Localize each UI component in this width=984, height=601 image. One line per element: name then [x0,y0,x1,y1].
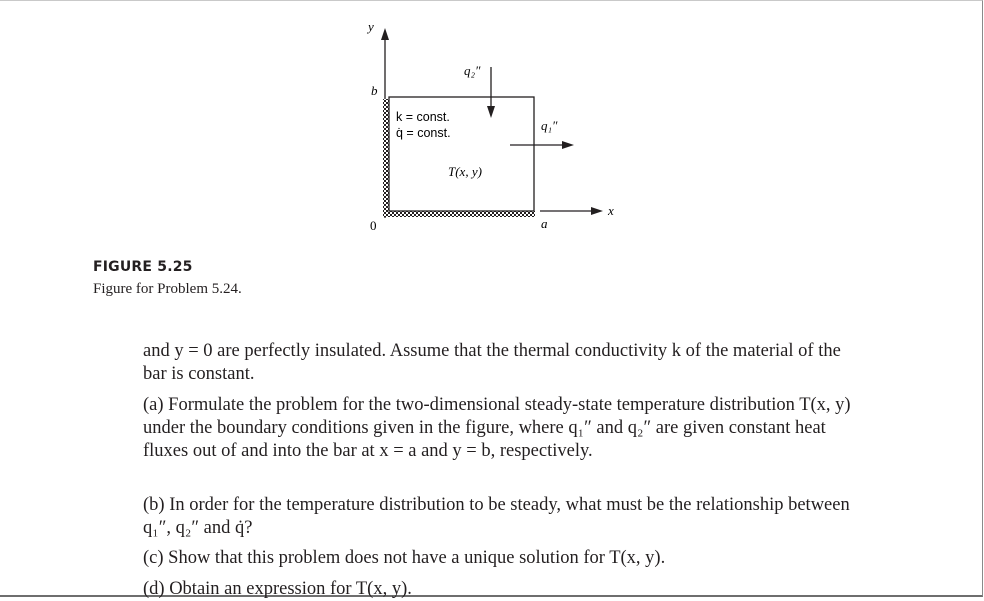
label-origin: 0 [370,218,377,233]
figure-diagram [0,0,984,300]
y-axis-arrowhead [381,28,389,40]
temperature-label: T(x, y) [448,164,482,179]
k-const-label: k = const. [396,110,450,124]
insulation-bottom [383,211,535,217]
figure-caption: Figure for Problem 5.24. [93,281,242,297]
figure-label: FIGURE 5.25 [93,259,193,275]
part-c-paragraph: (c) Show that this problem does not have a unique solution for T(x, y). [143,548,666,568]
q1-flux-arrowhead [562,141,574,149]
q1-flux-label: q₁″ [541,118,558,133]
qdot-const-label: q̇ = const. [396,126,451,140]
y-axis-label: y [368,19,374,34]
part-b-paragraph: (b) In order for the temperature distribution to be steady, what must be the relationship between q₁″, q₂″ and q̇? [143,495,850,538]
insulation-left [383,99,389,217]
part-d-paragraph: (d) Obtain an expression for T(x, y). [143,579,412,599]
x-axis-arrowhead [591,207,603,215]
x-axis-label: x [608,203,614,218]
part-a-paragraph: (a) Formulate the problem for the two-dimensional steady-state temperature distribution T(x, y) under the boundary conditions given in the figure, where q₁″ and q₂″ are given constant heat fluxes out of and into the bar at x = a and y = b, respectively. [143,395,851,461]
label-a: a [541,216,548,231]
q2-flux-label: q₂″ [464,63,481,78]
q2-flux-arrowhead [487,106,495,118]
intro-paragraph: and y = 0 are perfectly insulated. Assume that the thermal conductivity k of the material of the bar is constant. [143,341,841,384]
label-b: b [371,83,378,98]
